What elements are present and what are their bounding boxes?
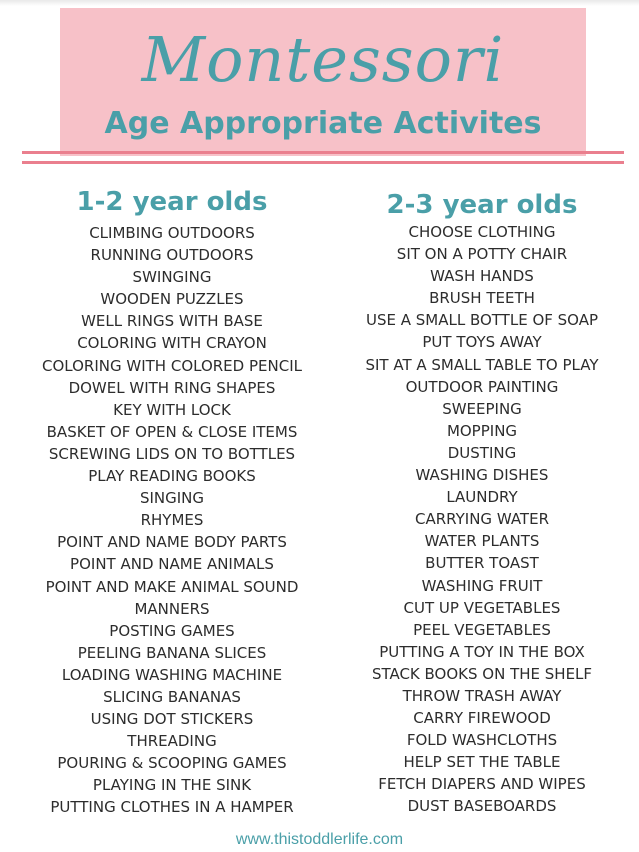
list-item: BRUSH TEETH (429, 289, 535, 308)
list-item: CUT UP VEGETABLES (403, 598, 561, 617)
list-item: PEEL VEGETABLES (413, 620, 551, 639)
list-item: FETCH DIAPERS AND WIPES (378, 775, 586, 794)
column-heading-1-2-years: 1-2 year olds (76, 187, 268, 217)
list-item: PUTTING CLOTHES IN A HAMPER (50, 798, 294, 817)
footer-url: www.thistoddlerlife.com (235, 831, 404, 848)
activity-list-1-2-years (30, 222, 314, 819)
list-item: POINT AND NAME ANIMALS (70, 555, 274, 574)
list-item: MOPPING (446, 421, 518, 440)
list-item: STACK BOOKS ON THE SHELF (371, 664, 593, 683)
list-item: DUST BASEBOARDS (407, 797, 557, 816)
list-item: POINT AND MAKE ANIMAL SOUND (45, 577, 299, 596)
list-item: RHYMES (140, 511, 204, 530)
list-item: USE A SMALL BOTTLE OF SOAP (365, 311, 599, 330)
list-item: LOADING WASHING MACHINE (61, 665, 283, 684)
list-item: WASHING FRUIT (421, 576, 543, 595)
list-item: FOLD WASHCLOTHS (406, 731, 558, 750)
list-item: POSTING GAMES (109, 621, 235, 640)
list-item: WASHING DISHES (415, 466, 549, 485)
list-item: PUTTING A TOY IN THE BOX (379, 642, 585, 661)
list-item: DOWEL WITH RING SHAPES (68, 378, 276, 397)
page-title: Montessori (141, 23, 505, 96)
page-subtitle: Age Appropriate Activites (104, 106, 542, 141)
list-item: BUTTER TOAST (425, 554, 539, 573)
list-item: LAUNDRY (446, 488, 518, 507)
list-item: USING DOT STICKERS (90, 710, 254, 729)
list-item: DUSTING (447, 443, 517, 462)
list-item: KEY WITH LOCK (113, 400, 231, 419)
list-item: RUNNING OUTDOORS (90, 246, 254, 265)
list-item: THREADING (127, 732, 217, 751)
list-item: PLAYING IN THE SINK (92, 776, 252, 795)
list-item: PUT TOYS AWAY (422, 333, 542, 352)
list-item: PLAY READING BOOKS (88, 467, 256, 486)
list-item: COLORING WITH COLORED PENCIL (42, 356, 302, 375)
list-item: HELP SET THE TABLE (403, 753, 561, 772)
list-item: CARRYING WATER (415, 510, 549, 529)
list-item: WOODEN PUZZLES (100, 290, 244, 309)
activity-list-2-3-years (350, 221, 614, 818)
list-item: COLORING WITH CRAYON (77, 334, 267, 353)
list-item: SIT AT A SMALL TABLE TO PLAY (365, 355, 599, 374)
list-item: BASKET OF OPEN & CLOSE ITEMS (46, 422, 298, 441)
list-item: WELL RINGS WITH BASE (81, 312, 263, 331)
list-item: CHOOSE CLOTHING (408, 223, 556, 241)
list-item: SIT ON A POTTY CHAIR (396, 245, 568, 264)
divider-line-bottom (22, 161, 624, 164)
divider-line-top (22, 151, 624, 154)
list-item: SINGING (139, 489, 205, 508)
list-item: CARRY FIREWOOD (413, 709, 551, 728)
list-item: THROW TRASH AWAY (402, 686, 562, 705)
list-item: OUTDOOR PAINTING (405, 377, 559, 396)
list-item: POURING & SCOOPING GAMES (57, 754, 287, 773)
list-item: CLIMBING OUTDOORS (89, 224, 255, 242)
list-item: POINT AND NAME BODY PARTS (57, 533, 287, 552)
column-heading-2-3-years: 2-3 year olds (386, 190, 578, 220)
page-top-edge (0, 0, 639, 6)
list-item: WASH HANDS (430, 267, 534, 286)
list-item: SWEEPING (442, 399, 522, 418)
list-item: SCREWING LIDS ON TO BOTTLES (48, 444, 296, 463)
list-item: SWINGING (132, 268, 212, 287)
list-item: SLICING BANANAS (103, 687, 241, 706)
list-item: PEELING BANANA SLICES (77, 643, 267, 662)
list-item: WATER PLANTS (424, 532, 540, 551)
list-item: MANNERS (134, 599, 210, 618)
